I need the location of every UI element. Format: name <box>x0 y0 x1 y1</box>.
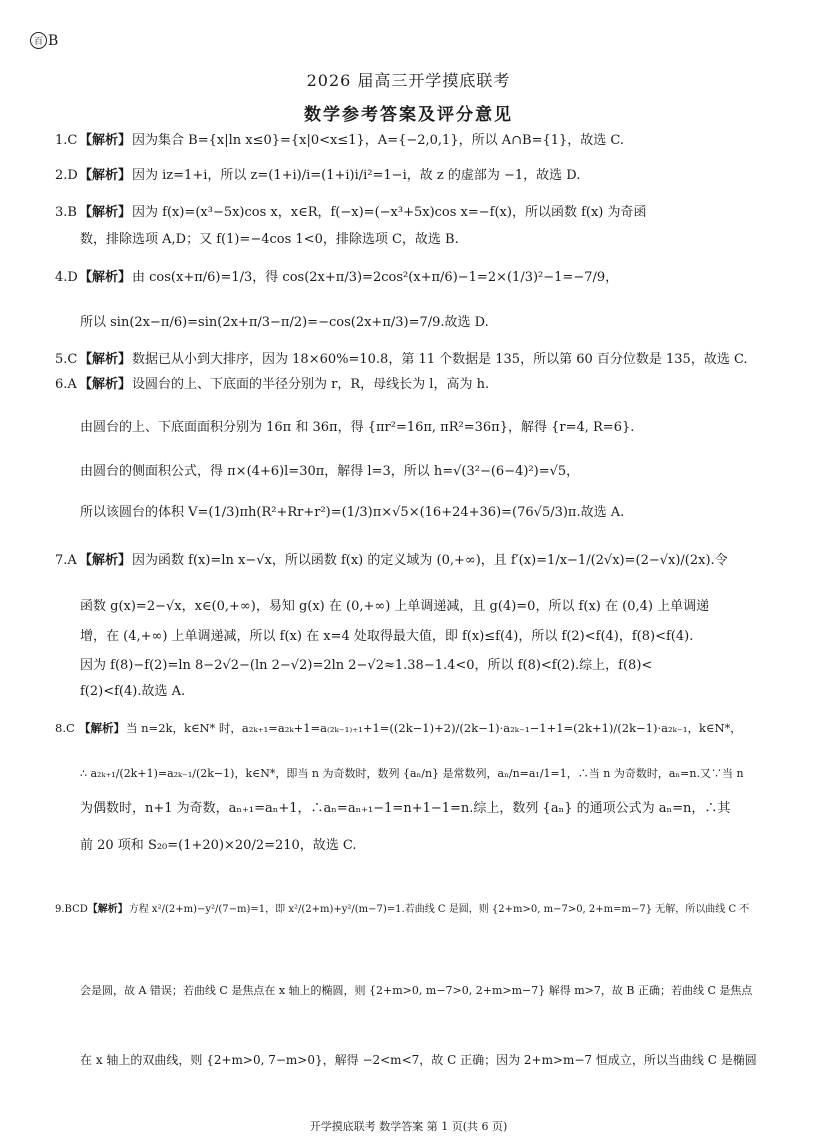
exam-title: 2026 届高三开学摸底联考 <box>306 71 511 90</box>
answer-line <box>55 166 757 186</box>
analysis-label: 【解析】 <box>79 553 132 568</box>
badge-letter: B <box>48 32 59 49</box>
answer-text: 因为 f(8)−f(2)=ln 8−2√2−(ln 2−√2)=2ln 2−√2≈1.38−1.4<0，所以 f(8)<f(2).综上，f(8)< <box>80 658 653 673</box>
answer-line <box>80 230 757 250</box>
answer-line <box>80 627 757 647</box>
answer-line <box>55 718 757 738</box>
answer-line <box>55 203 757 223</box>
answer-text: 因为 f(x)=(x³−5x)cos x，x∈R，f(−x)=(−x³+5x)cos x=−f(x)，所以函数 f(x) 为奇函 <box>132 205 647 220</box>
question-number: 7.A <box>55 553 77 568</box>
answer-text: 因为 iz=1+i，所以 z=(1+i)/i=(1+i)i/i²=1−i，故 z 的虚部为 −1，故选 D. <box>132 168 581 183</box>
answer-text: 由圆台的上、下底面面积分别为 16π 和 36π，得 {πr²=16π, πR²=36π}，解得 {r=4, R=6}. <box>80 420 635 435</box>
answer-text: 函数 g(x)=2−√x，x∈(0,+∞)，易知 g(x) 在 (0,+∞) 上单调递减，且 g(4)=0，所以 f(x) 在 (0,4) 上单调递 <box>80 599 710 614</box>
analysis-label: 【解析】 <box>79 168 132 183</box>
answer-line <box>80 656 757 676</box>
question-number: 4.D <box>55 270 78 285</box>
answer-text: ∴ a₂ₖ₊₁/(2k+1)=a₂ₖ₋₁/(2k−1)，k∈N*，即当 n 为奇数时，数列 {aₙ/n} 是常数列，aₙ/n=a₁/1=1，∴当 n 为奇数时，aₙ=n.又∵当 n <box>80 767 744 780</box>
analysis-label: 【解析】 <box>79 133 132 148</box>
answer-text: 因为集合 B={x|ln x≤0}={x|0<x≤1}，A={−2,0,1}，所以 A∩B={1}，故选 C. <box>132 133 625 148</box>
answer-line <box>80 462 757 482</box>
question-number: 1.C <box>55 133 78 148</box>
question-number: 8.C <box>55 721 75 735</box>
answer-text: 当 n=2k，k∈N* 时，a₂ₖ₊₁=a₂ₖ+1=a₍₂ₖ₋₁₎₊₁+1=((2k−1)+2)/(2k−1)·a₂ₖ₋₁−1+1=(2k+1)/(2k−1)·a₂ₖ₋₁，k∈N*， <box>126 721 742 735</box>
answer-text: 为偶数时，n+1 为奇数，aₙ₊₁=aₙ+1，∴aₙ=aₙ₊₁−1=n+1−1=n.综上，数列 {aₙ} 的通项公式为 aₙ=n，∴其 <box>80 801 731 816</box>
answer-text: 前 20 项和 S₂₀=(1+20)×20/2=210，故选 C. <box>80 838 357 853</box>
question-number: 2.D <box>55 168 78 183</box>
analysis-label: 【解析】 <box>79 270 132 285</box>
analysis-label: 【解析】 <box>79 377 132 392</box>
answer-text: 方程 x²/(2+m)−y²/(7−m)=1，即 x²/(2+m)+y²/(m−7)=1.若曲线 C 是圆，则 {2+m>0, m−7>0, 2+m=m−7} 无解，所以曲线 C 不 <box>128 904 750 915</box>
answer-line <box>55 268 757 288</box>
answer-text: 会是圆，故 A 错误；若曲线 C 是焦点在 x 轴上的椭圆，则 {2+m>0, m−7>0, 2+m>m−7} 解得 m>7，故 B 正确；若曲线 C 是焦点 <box>80 984 753 997</box>
answer-line <box>55 375 757 395</box>
answer-line <box>80 764 757 784</box>
answer-text: 设圆台的上、下底面的半径分别为 r，R，母线长为 l，高为 h. <box>132 377 490 392</box>
answer-line <box>80 1050 757 1070</box>
analysis-label: 【解析】 <box>79 205 132 220</box>
answer-line <box>55 900 757 920</box>
answer-text: 数据已从小到大排序，因为 18×60%=10.8，第 11 个数据是 135，所以第 60 百分位数是 135，故选 C. <box>132 352 748 367</box>
answer-text: 由圆台的侧面积公式，得 π×(4+6)l=30π，解得 l=3，所以 h=√(3²−(6−4)²)=√5， <box>80 464 580 479</box>
question-number: 3.B <box>55 205 77 220</box>
answer-text: 因为函数 f(x)=ln x−√x，所以函数 f(x) 的定义域为 (0,+∞)，且 f′(x)=1/x−1/(2√x)=(2−√x)/(2x).令 <box>132 553 728 568</box>
answer-text: 所以该圆台的体积 V=(1/3)πh(R²+Rr+r²)=(1/3)π×√5×(16+24+36)=(76√5/3)π.故选 A. <box>80 505 625 520</box>
answer-line <box>80 836 757 856</box>
answer-line <box>80 981 757 1001</box>
answer-line <box>55 350 757 370</box>
answer-line <box>80 597 757 617</box>
document-subtitle: 数学参考答案及评分意见 <box>304 105 513 125</box>
question-number: 6.A <box>55 377 77 392</box>
question-number: 5.C <box>55 352 78 367</box>
analysis-label: 【解析】 <box>79 352 132 367</box>
answer-text: 所以 sin(2x−π/6)=sin(2x+π/3−π/2)=−cos(2x+π/3)=7/9.故选 D. <box>80 315 489 330</box>
answer-line <box>80 682 757 702</box>
answer-text: f(2)<f(4).故选 A. <box>80 684 186 699</box>
answer-line <box>55 131 757 151</box>
answer-line <box>55 551 757 571</box>
question-number: 9.BCD <box>55 904 88 915</box>
answer-line <box>80 418 757 438</box>
answer-line <box>80 313 757 333</box>
answer-line <box>80 503 757 523</box>
answer-text: 增，在 (4,+∞) 上单调递减，所以 f(x) 在 x=4 处取得最大值，即 f(x)≤f(4)，所以 f(2)<f(4)，f(8)<f(4). <box>80 629 694 644</box>
answer-text: 数，排除选项 A,D；又 f(1)=−4cos 1<0，排除选项 C，故选 B. <box>80 232 459 247</box>
page-footer: 开学摸底联考 数学答案 第 1 页(共 6 页) <box>309 1120 508 1133</box>
badge-circle-mark: 百 <box>30 32 47 49</box>
answer-line <box>80 799 757 819</box>
analysis-label: 【解析】 <box>79 721 125 735</box>
answer-text: 由 cos(x+π/6)=1/3，得 cos(2x+π/3)=2cos²(x+π/6)−1=2×(1/3)²−1=−7/9， <box>132 270 619 285</box>
answer-text: 在 x 轴上的双曲线，则 {2+m>0, 7−m>0}，解得 −2<m<7，故 C 正确；因为 2+m>m−7 恒成立，所以当曲线 C 是椭圆 <box>80 1053 757 1067</box>
analysis-label: 【解析】 <box>87 904 128 915</box>
paper-badge <box>30 32 58 49</box>
